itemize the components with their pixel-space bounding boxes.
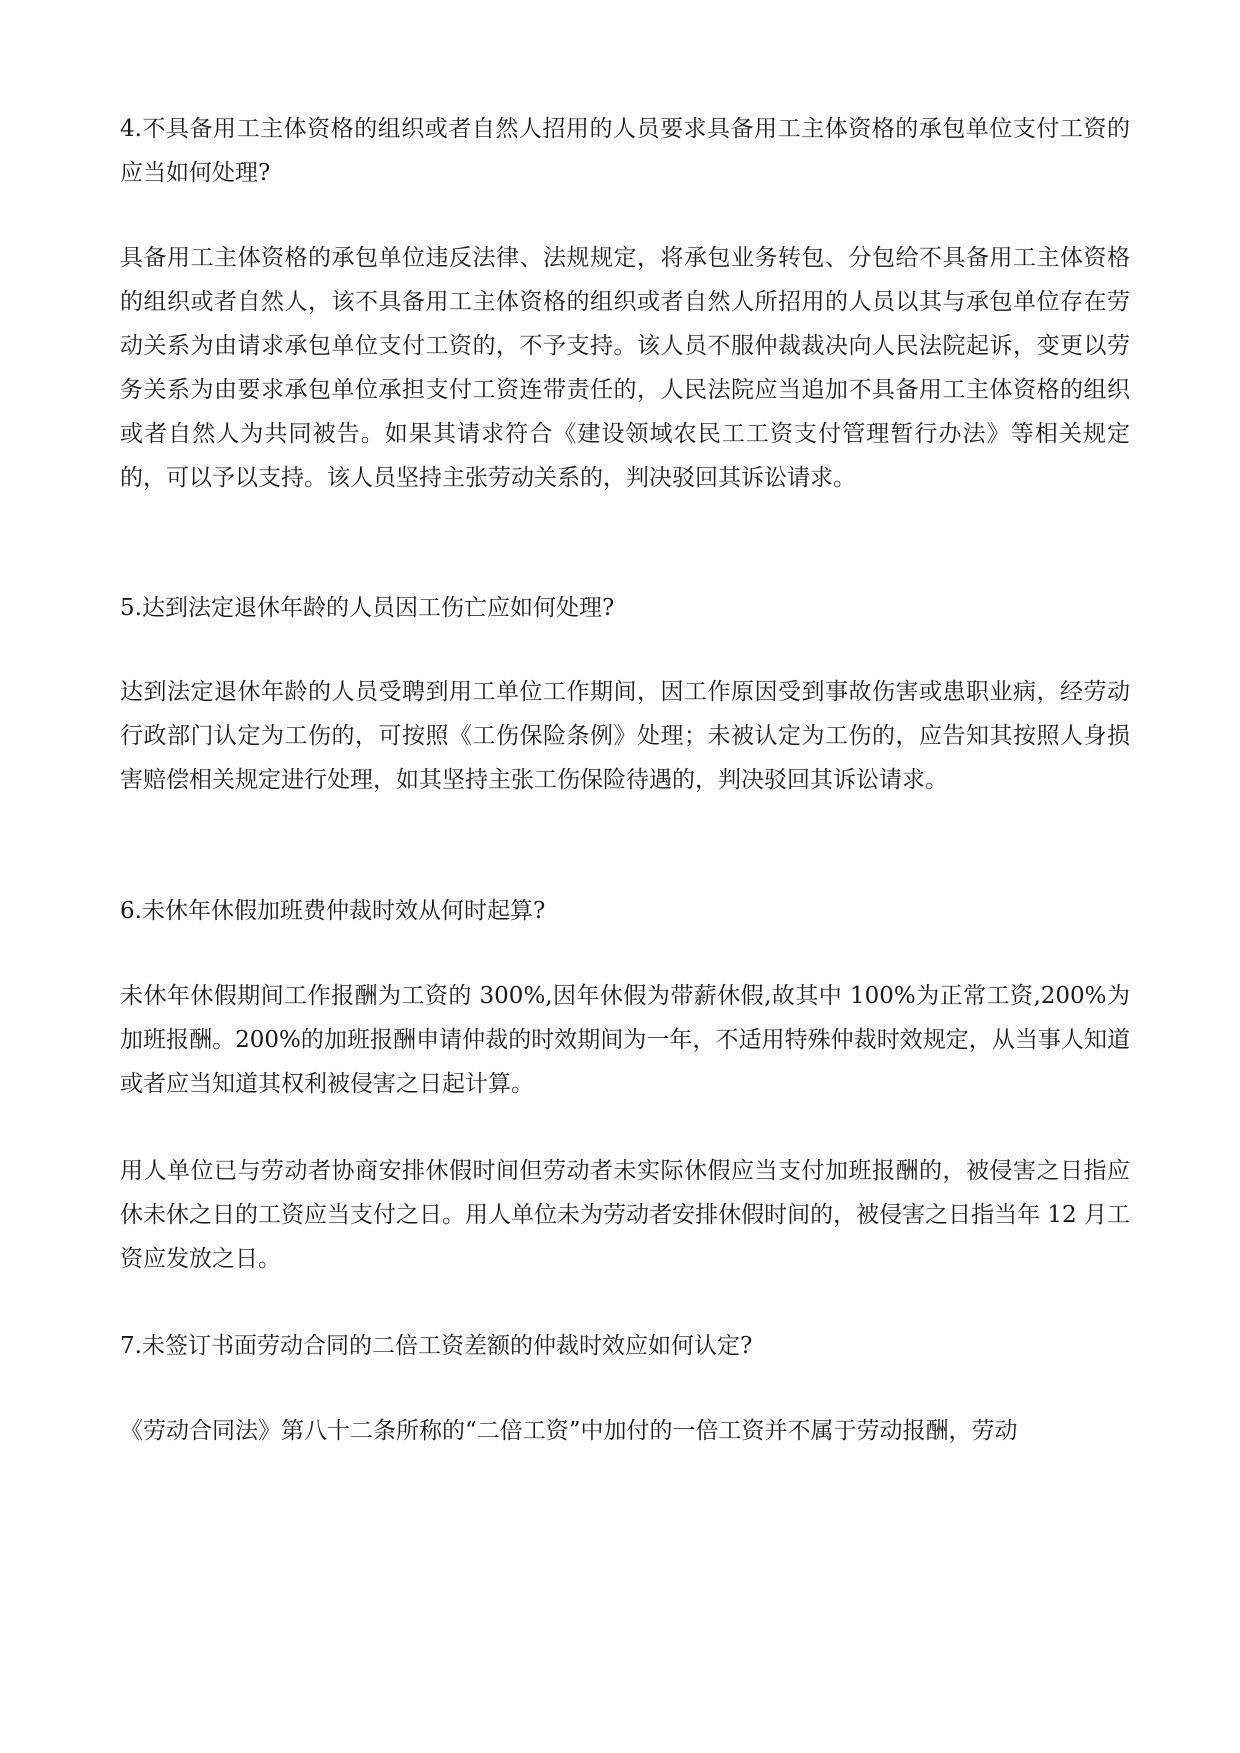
question-6-heading: 6.未休年休假加班费仲裁时效从何时起算?: [120, 898, 546, 924]
question-5-heading: 5.达到法定退休年龄的人员因工伤亡应如何处理?: [120, 595, 615, 621]
answer-7-paragraph: 《劳动合同法》第八十二条所称的“二倍工资”中加付的一倍工资并不属于劳动报酬，劳动: [120, 1418, 1018, 1444]
answer-6-paragraph-2: 用人单位已与劳动者协商安排休假时间但劳动者未实际休假应当支付加班报酬的，被侵害之日指应休未休之日的工资应当支付之日。用人单位未为劳动者安排休假时间的，被侵害之日指当年 12 月工资应发放之日。: [120, 1158, 1130, 1272]
question-4-heading: 4.不具备用工主体资格的组织或者自然人招用的人员要求具备用工主体资格的承包单位支付工资的应当如何处理?: [120, 116, 1130, 186]
answer-4-paragraph: 具备用工主体资格的承包单位违反法律、法规规定，将承包业务转包、分包给不具备用工主体资格的组织或者自然人，该不具备用工主体资格的组织或者自然人所招用的人员以其与承包单位存在劳动关系为由请求承包单位支付工资的，不予支持。该人员不服仲裁裁决向人民法院起诉，变更以劳务关系为由要求承包单位承担支付工资连带责任的，人民法院应当追加不具备用工主体资格的组织或者自然人为共同被告。如果其请求符合《建设领域农民工工资支付管理暂行办法》等相关规定的，可以予以支持。该人员坚持主张劳动关系的，判决驳回其诉讼请求。: [120, 245, 1130, 491]
answer-5-paragraph: 达到法定退休年龄的人员受聘到用工单位工作期间，因工作原因受到事故伤害或患职业病，经劳动行政部门认定为工伤的，可按照《工伤保险条例》处理；未被认定为工伤的，应告知其按照人身损害赔偿相关规定进行处理，如其坚持主张工伤保险待遇的，判决驳回其诉讼请求。: [120, 679, 1130, 793]
question-7-heading: 7.未签订书面劳动合同的二倍工资差额的仲裁时效应如何认定?: [120, 1333, 753, 1359]
answer-6-paragraph-1: 未休年休假期间工作报酬为工资的 300%,因年休假为带薪休假,故其中 100%为正常工资,200%为加班报酬。200%的加班报酬申请仲裁的时效期间为一年，不适用特殊仲裁时效规定，从当事人知道或者应当知道其权利被侵害之日起计算。: [120, 983, 1130, 1097]
